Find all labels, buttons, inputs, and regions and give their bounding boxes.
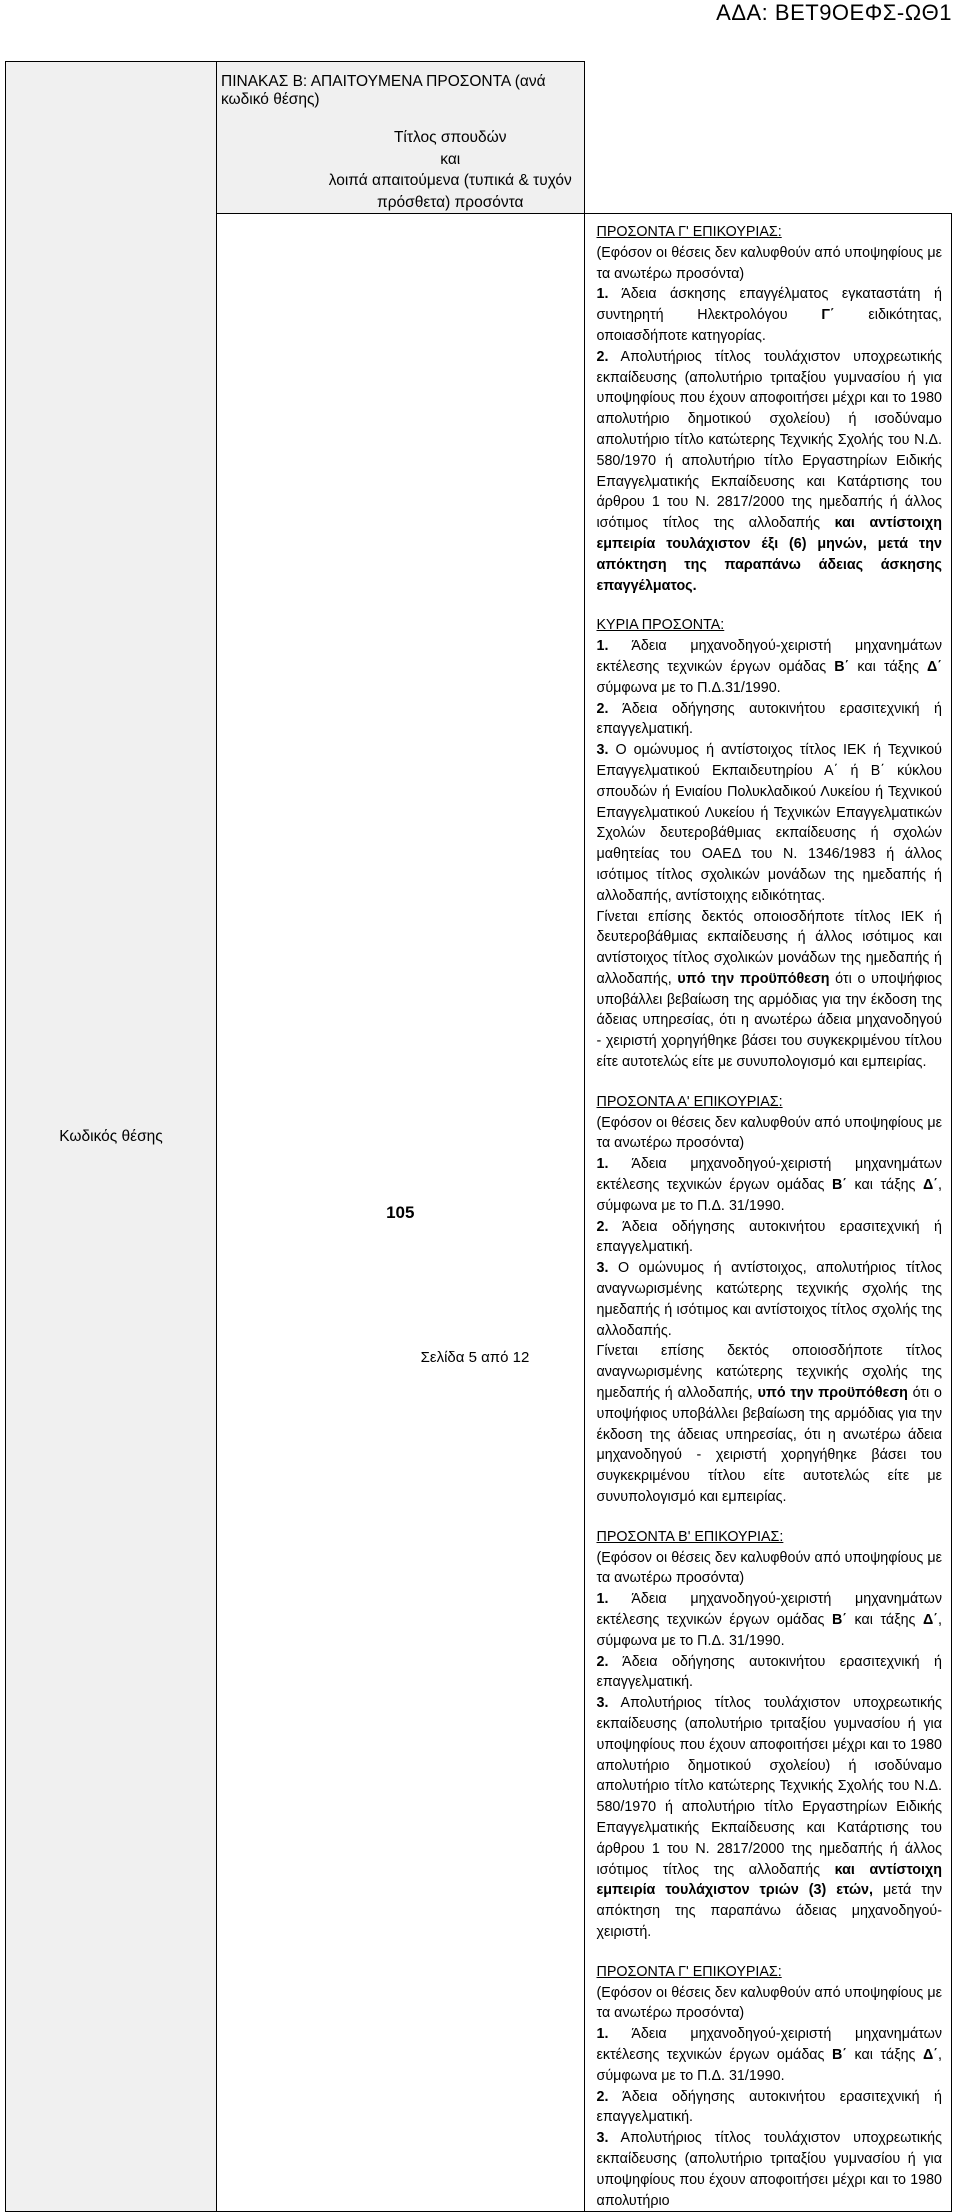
list-item: 1. Άδεια μηχανοδηγού-χειριστή μηχανημάτων εκτέλεσης τεχνικών έργων ομάδας Β΄ και τάξης Δ΄, σύμφωνα με το Π.Δ. 31/1990. [596, 1156, 942, 1214]
list-item: 1. Άδεια μηχανοδηγού-χειριστή μηχανημάτων εκτέλεσης τεχνικών έργων ομάδας Β΄ και τάξης Δ΄, σύμφωνα με το Π.Δ. 31/1990. [596, 1591, 942, 1649]
title-cell [217, 62, 585, 214]
section-heading: ΚΥΡΙΑ ΠΡΟΣΟΝΤΑ: [596, 617, 725, 634]
list-item: 1. Άδεια μηχανοδηγού-χειριστή μηχανημάτων εκτέλεσης τεχνικών έργων ομάδας Β΄ και τάξης Δ΄ σύμφωνα με το Π.Δ.31/1990. [596, 638, 942, 696]
list-item: 3. Ο ομώνυμος ή αντίστοιχος, απολυτήριος τίτλος αναγνωρισμένης κατώτερης τεχνικής σχολής της ημεδαπής ή ισότιμος και αντίστοιχος τίτλος σχολής της αλλοδαπής. [596, 1260, 942, 1339]
section-note: (Εφόσον οι θέσεις δεν καλυφθούν από υποψηφίους με τα ανωτέρω προσόντα) [596, 1984, 942, 2022]
section-a-auxiliary [597, 1092, 943, 1508]
list-item: 2. Άδεια οδήγησης αυτοκινήτου ερασιτεχνική ή επαγγελματική. [596, 700, 942, 738]
section-heading: ΠΡΟΣΟΝΤΑ Α' ΕΠΙΚΟΥΡΙΑΣ: [596, 1093, 783, 1110]
section-note: (Εφόσον οι θέσεις δεν καλυφθούν από υποψηφίους με τα ανωτέρω προσόντα) [596, 1114, 942, 1152]
code-header-cell [6, 62, 217, 2212]
section-b-auxiliary [597, 1527, 943, 1943]
table-title: ΠΙΝΑΚΑΣ Β: ΑΠΑΙΤΟΥΜΕΝΑ ΠΡΟΣΟΝΤΑ (ανά κωδικό θέσης) [221, 73, 546, 108]
paragraph: Γίνεται επίσης δεκτός οποιοσδήποτε τίτλος ΙΕΚ ή δευτεροβάθμιας εκπαίδευσης ή άλλος ισότιμος και αντίστοιχος τίτλος σχολικών μονάδων της ημεδαπής ή αλλοδαπής, υπό την προϋπόθεση ότι ο υποψήφιος υποβάλλει βεβαίωση της αρμόδιας για την έκδοση της άδειας υπηρεσίας, ότι η ανωτέρω άδεια μηχανοδηγού - χειριστή χορηγήθηκε βάσει του συγκεκριμένου τίτλου είτε αυτοτελώς είτε με συνυπολογισμό και εμπειρίας. [596, 908, 942, 1071]
list-item: 2. Άδεια οδήγησης αυτοκινήτου ερασιτεχνική ή επαγγελματική. [596, 1218, 942, 1256]
qual-header-line-3: λοιπά απαιτούμενα (τυπικά & τυχόν πρόσθετα) προσόντα [328, 172, 572, 211]
list-item: 3. Απολυτήριος τίτλος τουλάχιστον υποχρεωτικής εκπαίδευσης (απολυτήριο τριταξίου γυμνασίου ή για υποψηφίους που έχουν αποφοιτήσει μέχρι και το 1980 απολυτήριο δημοτικού σχολείου) ή ισοδύναμο απολυτήριο τίτλο κατώτερης Τεχνικής Σχολής του Ν.Δ. 580/1970 ή απολυτήριο τίτλο Εργαστηρίων Ειδικής Επαγγελματικής Εκπαίδευσης και Κατάρτισης του άρθρου 1 του Ν. 2817/2000 της ημεδαπής ή άλλος ισότιμος τίτλος της αλλοδαπής και αντίστοιχη εμπειρία τουλάχιστον τριών (3) ετών, μετά την απόκτηση της παραπάνω άδειας μηχανοδηγού-χειριστή. [596, 1695, 943, 1940]
list-item: 2. Άδεια οδήγησης αυτοκινήτου ερασιτεχνική ή επαγγελματική. [596, 2088, 942, 2126]
qualifications-cell [584, 214, 952, 2212]
list-item: 1. Άδεια άσκησης επαγγέλματος εγκαταστάτη ή συντηρητή Ηλεκτρολόγου Γ΄ ειδικότητας, οποιασδήποτε κατηγορίας. [596, 286, 942, 344]
code-header: Κωδικός θέσης [59, 1127, 163, 1145]
section-heading: ΠΡΟΣΟΝΤΑ Β' ΕΠΙΚΟΥΡΙΑΣ: [596, 1528, 784, 1545]
list-item: 2. Άδεια οδήγησης αυτοκινήτου ερασιτεχνική ή επαγγελματική. [596, 1653, 942, 1691]
list-item: 3. Ο ομώνυμος ή αντίστοιχος τίτλος ΙΕΚ ή Τεχνικού Επαγγελματικού Εκπαιδευτηρίου Α΄ ή Β΄ κύκλου σπουδών ή Ενιαίου Πολυκλαδικού Λυκείου ή Τεχνικού Επαγγελματικού Λυκείου ή Τεχνικών Επαγγελματικών Σχολών δευτεροβάθμιας εκπαίδευσης ή σχολών μαθητείας του ΟΑΕΔ του Ν. 1346/1983 ή άλλος ισότιμος τίτλος σχολικών μονάδων της ημεδαπής ή αλλοδαπής, αντίστοιχης ειδικότητας. [596, 742, 942, 904]
page-footer: Σελίδα 5 από 12 [420, 1349, 530, 1366]
list-item: 2. Απολυτήριος τίτλος τουλάχιστον υποχρεωτικής εκπαίδευσης (απολυτήριο τριταξίου γυμνασίου ή για υποψηφίους που έχουν αποφοιτήσει μέχρι και το 1980 απολυτήριο δημοτικού σχολείου) ή ισοδύναμο απολυτήριο τίτλο κατώτερης Τεχνικής Σχολής του Ν.Δ. 580/1970 ή απολυτήριο τίτλο Εργαστηρίων Ειδικής Επαγγελματικής Εκπαίδευσης και Κατάρτισης του άρθρου 1 του Ν. 2817/2000 της ημεδαπής ή άλλος ισότιμος τίτλος της αλλοδαπής και αντίστοιχη εμπειρία τουλάχιστον έξι (6) μηνών, μετά την απόκτηση της παραπάνω άδειας άσκησης επαγγέλματος. [596, 348, 942, 594]
list-item: 3. Απολυτήριος τίτλος τουλάχιστον υποχρεωτικής εκπαίδευσης (απολυτήριο τριταξίου γυμνασίου ή για υποψηφίους που έχουν αποφοιτήσει μέχρι και το 1980 απολυτήριο [596, 2130, 942, 2209]
section-note: (Εφόσον οι θέσεις δεν καλυφθούν από υποψηφίους με τα ανωτέρω προσόντα) [596, 1549, 942, 1587]
section-c-auxiliary-1 [597, 222, 943, 596]
section-heading: ΠΡΟΣΟΝΤΑ Γ' ΕΠΙΚΟΥΡΙΑΣ: [596, 1963, 782, 1980]
section-heading: ΠΡΟΣΟΝΤΑ Γ' ΕΠΙΚΟΥΡΙΑΣ: [596, 224, 782, 240]
section-c-auxiliary-2 [597, 1962, 943, 2212]
qual-header-line-2: και [440, 150, 461, 168]
qual-header-line-1: Τίτλος σπουδών [393, 129, 507, 146]
list-item: 1. Άδεια μηχανοδηγού-χειριστή μηχανημάτων εκτέλεσης τεχνικών έργων ομάδας Β΄ και τάξης Δ΄, σύμφωνα με το Π.Δ. 31/1990. [596, 2026, 942, 2084]
ada-code: ΑΔΑ: ΒΕΤ9ΟΕΦΣ-ΩΘ1 [716, 0, 952, 25]
section-note: (Εφόσον οι θέσεις δεν καλυφθούν από υποψηφίους με τα ανωτέρω προσόντα) [596, 244, 942, 282]
qualifications-header [217, 127, 584, 213]
position-code-cell [217, 214, 585, 2212]
paragraph: Γίνεται επίσης δεκτός οποιοσδήποτε τίτλος αναγνωρισμένης κατώτερης τεχνικής σχολής της ημεδαπής ή αλλοδαπής, υπό την προϋπόθεση ότι ο υποψήφιος υποβάλλει βεβαίωση της αρμόδιας για την έκδοση της άδειας υπηρεσίας, ότι η ανωτέρω άδεια μηχανοδηγού - χειριστή χορηγήθηκε βάσει του συγκεκριμένου τίτλου είτε αυτοτελώς είτε με συνυπολογισμό και εμπειρίας. [596, 1343, 942, 1506]
position-code: 105 [386, 1202, 415, 1222]
section-main [597, 615, 943, 1073]
requirements-table [5, 61, 952, 2212]
